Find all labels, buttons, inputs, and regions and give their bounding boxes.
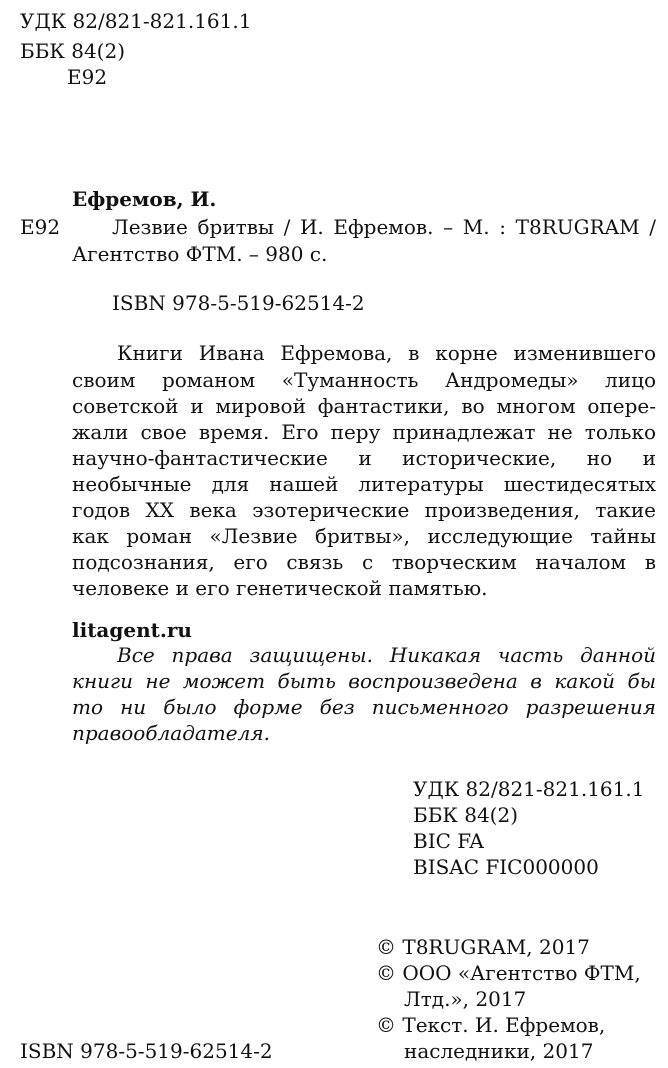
copyright-line: Лтд.», 2017 bbox=[404, 987, 527, 1011]
annotation-line: как роман «Лезвие бритвы», исследующие тайны bbox=[72, 524, 656, 548]
isbn-line: ISBN 978-5-519-62514-2 bbox=[112, 291, 365, 315]
class-bbk: ББК 84(2) bbox=[413, 803, 519, 827]
rights-line: правообладателя. bbox=[72, 721, 270, 745]
footer-isbn: ISBN 978-5-519-62514-2 bbox=[20, 1039, 273, 1063]
annotation-line: необычные для нашей литературы шестидесятых bbox=[72, 472, 656, 496]
header-bbk: ББК 84(2) bbox=[20, 39, 126, 63]
copyright-line: © ООО «Агентство ФТМ, bbox=[376, 961, 641, 985]
annotation-line: годов XX века эзотерические произведения, такие bbox=[72, 498, 656, 522]
rights-line: Все права защищены. Никакая часть данной bbox=[117, 643, 656, 667]
annotation-line: своим романом «Туманность Андромеды» лицо bbox=[72, 368, 656, 392]
class-bic: BIC FA bbox=[413, 829, 484, 853]
copyright-line: наследники, 2017 bbox=[404, 1039, 594, 1063]
annotation-line: человеке и его генетической памятью. bbox=[72, 576, 488, 600]
citation-line-2: Агентство ФТМ. – 980 с. bbox=[72, 242, 328, 266]
annotation-line: Книги Ивана Ефремова, в корне изменившего bbox=[117, 341, 656, 365]
rights-line: то ни было форме без письменного разрешения bbox=[72, 695, 656, 719]
site-link[interactable]: litagent.ru bbox=[72, 618, 192, 642]
annotation-line: научно-фантастические и исторические, но и bbox=[72, 446, 656, 470]
entry-mark: Е92 bbox=[20, 215, 61, 239]
rights-line: книги не может быть воспроизведена в какой бы bbox=[72, 669, 656, 693]
header-author-mark: Е92 bbox=[67, 65, 108, 89]
header-udk: УДК 82/821-821.161.1 bbox=[20, 9, 252, 33]
annotation-line: жали свое время. Его перу принадлежат не только bbox=[72, 420, 656, 444]
copyright-line: © T8RUGRAM, 2017 bbox=[376, 935, 590, 959]
copyright-line: © Текст. И. Ефремов, bbox=[376, 1013, 606, 1037]
author-heading: Ефремов, И. bbox=[72, 187, 217, 211]
annotation-line: подсознания, его связь с творческим началом в bbox=[72, 550, 656, 574]
citation-line-1: Лезвие бритвы / И. Ефремов. – М. : T8RUGRAM / bbox=[112, 215, 656, 239]
annotation-line: советской и мировой фантастики, во многом опере- bbox=[72, 394, 656, 418]
class-udk: УДК 82/821-821.161.1 bbox=[413, 777, 645, 801]
class-bisac: BISAC FIC000000 bbox=[413, 855, 599, 879]
